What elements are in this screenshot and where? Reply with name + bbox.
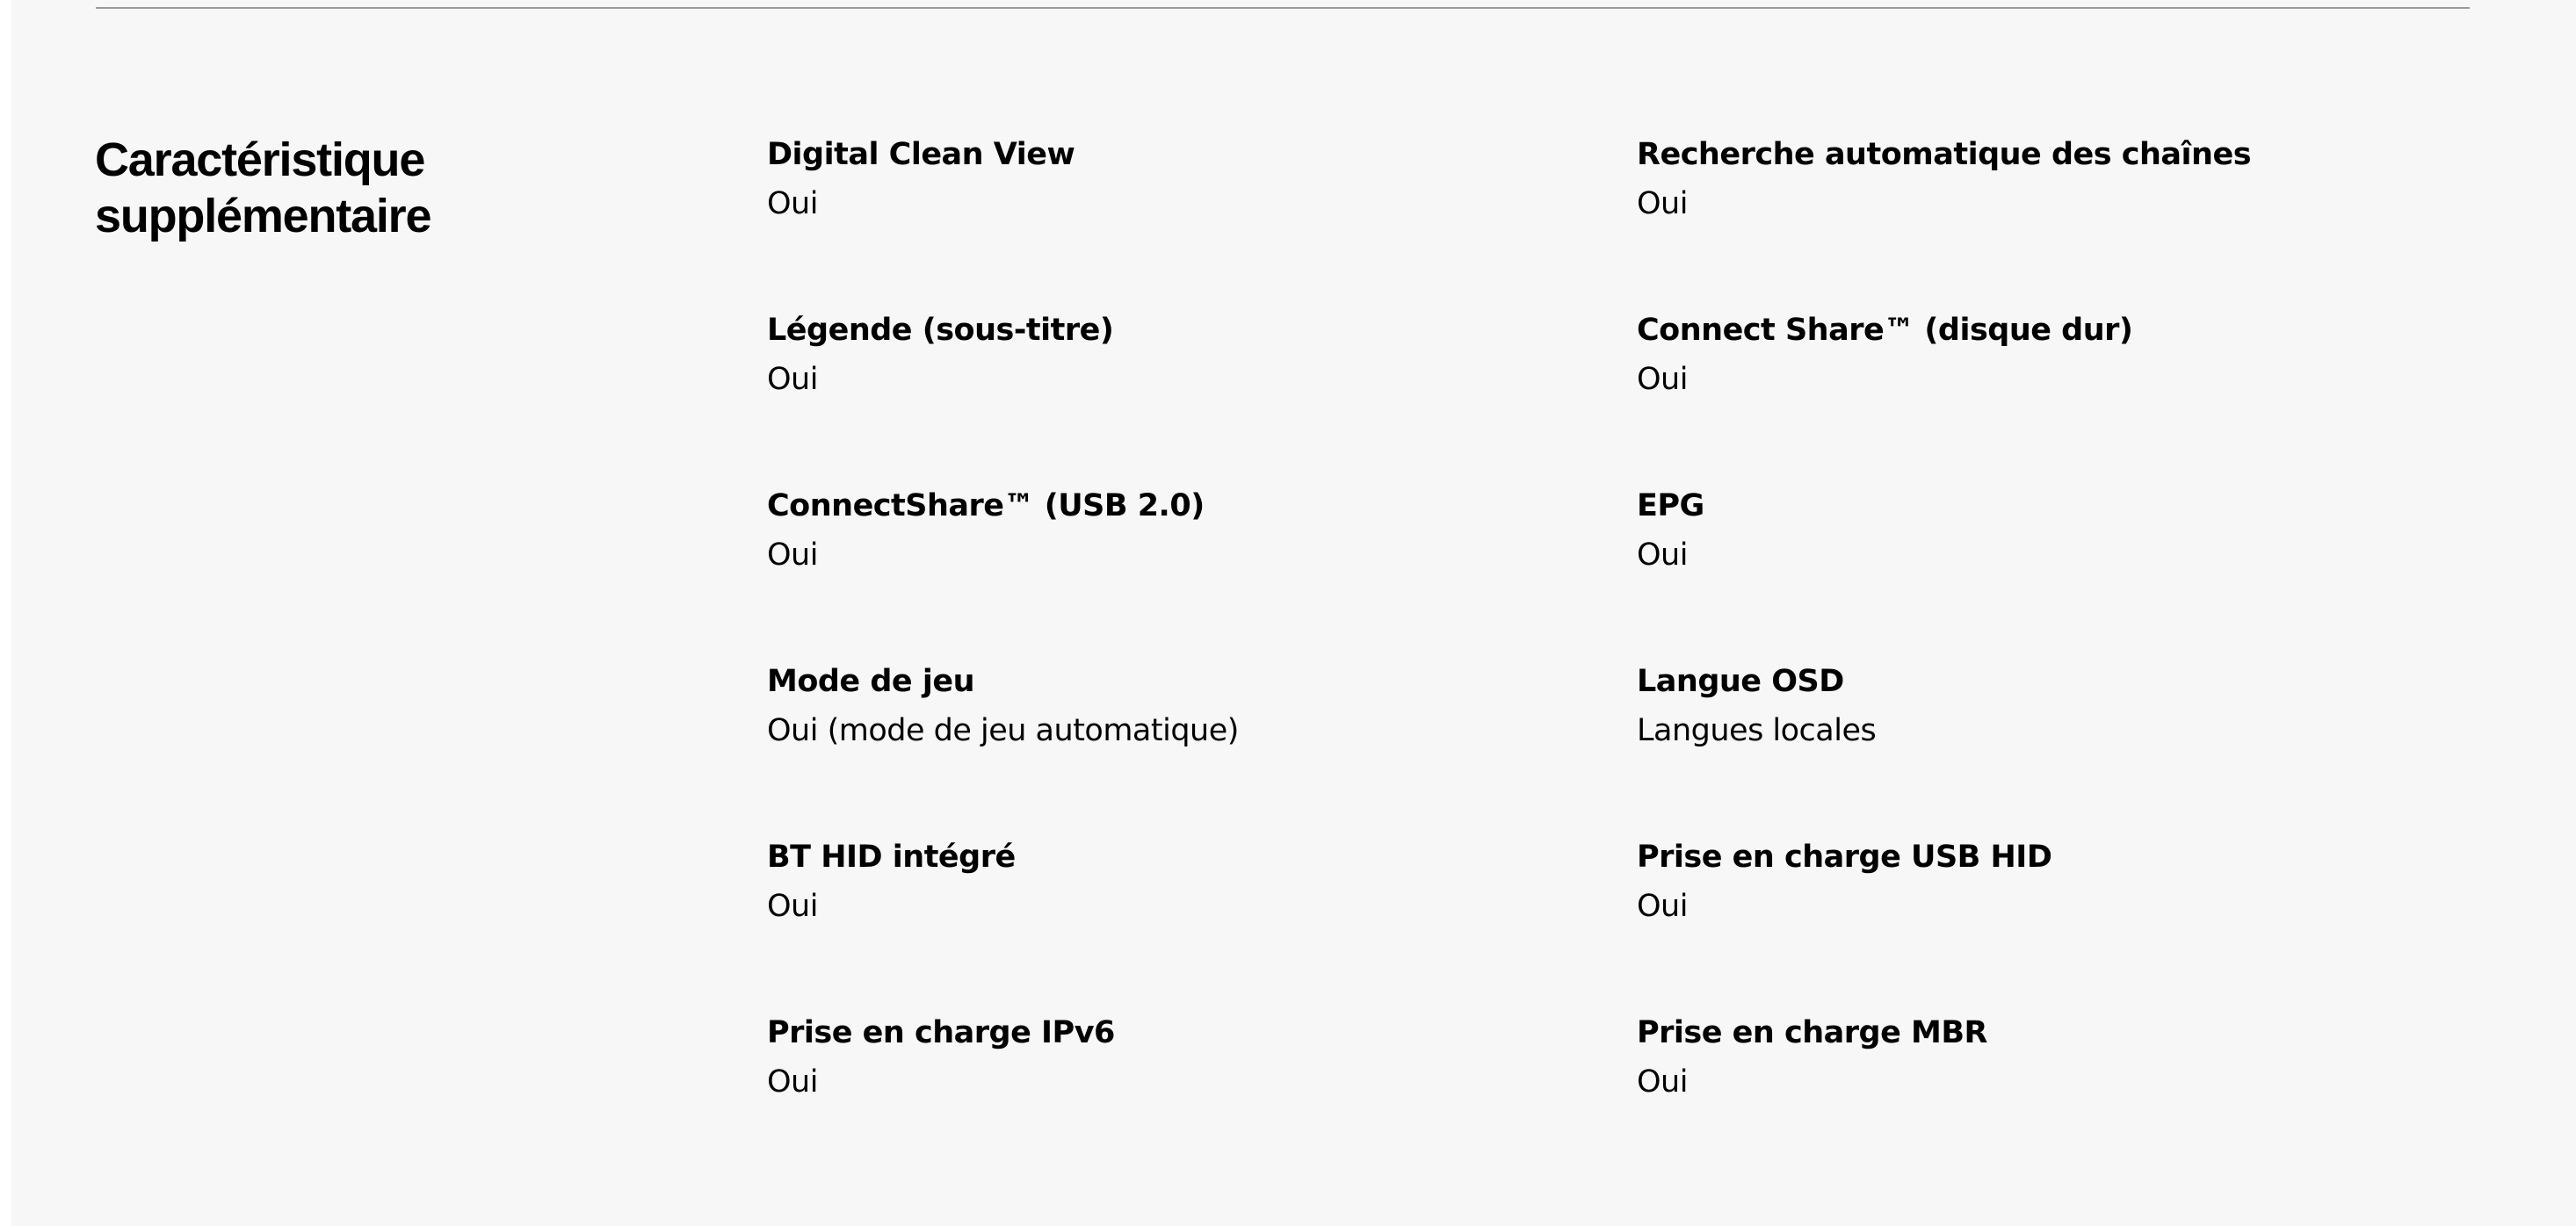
section-title-line-2: supplémentaire bbox=[95, 190, 431, 242]
spec-value: Oui (mode de jeu automatique) bbox=[767, 713, 1239, 748]
spec-label: Prise en charge MBR bbox=[1637, 1015, 1987, 1050]
spec-value: Oui bbox=[1637, 889, 1688, 924]
spec-item-usb-hid bbox=[1637, 838, 2515, 1013]
spec-value: Langues locales bbox=[1637, 713, 1877, 748]
spec-item-langue-osd bbox=[1637, 662, 2515, 838]
spec-item-epg bbox=[1637, 487, 2515, 662]
spec-label: Recherche automatique des chaînes bbox=[1637, 137, 2252, 172]
section-divider bbox=[96, 7, 2470, 9]
section-title-line-1: Caractéristique bbox=[95, 133, 425, 186]
spec-value: Oui bbox=[1637, 1064, 1688, 1100]
spec-section-panel bbox=[11, 0, 2576, 1226]
spec-label: ConnectShare™ (USB 2.0) bbox=[767, 488, 1205, 523]
spec-item-connectshare-usb bbox=[767, 487, 1637, 662]
spec-item-recherche-automatique bbox=[1637, 135, 2515, 311]
spec-value: Oui bbox=[767, 1064, 818, 1100]
spec-label: Prise en charge USB HID bbox=[1637, 840, 2052, 875]
spec-item-mbr bbox=[1637, 1013, 2515, 1189]
spec-item-ipv6 bbox=[767, 1013, 1637, 1189]
spec-label: BT HID intégré bbox=[767, 840, 1016, 875]
section-title bbox=[95, 132, 640, 244]
spec-item-digital-clean-view bbox=[767, 135, 1637, 311]
spec-value: Oui bbox=[1637, 362, 1688, 397]
spec-item-bt-hid bbox=[767, 838, 1637, 1013]
spec-label: Mode de jeu bbox=[767, 664, 974, 699]
spec-value: Oui bbox=[1637, 537, 1688, 573]
spec-value: Oui bbox=[767, 362, 818, 397]
spec-item-mode-de-jeu bbox=[767, 662, 1637, 838]
spec-value: Oui bbox=[767, 537, 818, 573]
spec-list bbox=[767, 135, 2524, 1189]
spec-value: Oui bbox=[1637, 186, 1688, 221]
spec-value: Oui bbox=[767, 889, 818, 924]
spec-label: EPG bbox=[1637, 488, 1704, 523]
spec-label: Prise en charge IPv6 bbox=[767, 1015, 1115, 1050]
spec-item-legende bbox=[767, 311, 1637, 487]
spec-value: Oui bbox=[767, 186, 818, 221]
spec-label: Connect Share™ (disque dur) bbox=[1637, 313, 2133, 348]
spec-label: Digital Clean View bbox=[767, 137, 1075, 172]
spec-label: Langue OSD bbox=[1637, 664, 1844, 699]
spec-item-connect-share-disque-dur bbox=[1637, 311, 2515, 487]
spec-label: Légende (sous-titre) bbox=[767, 313, 1114, 348]
